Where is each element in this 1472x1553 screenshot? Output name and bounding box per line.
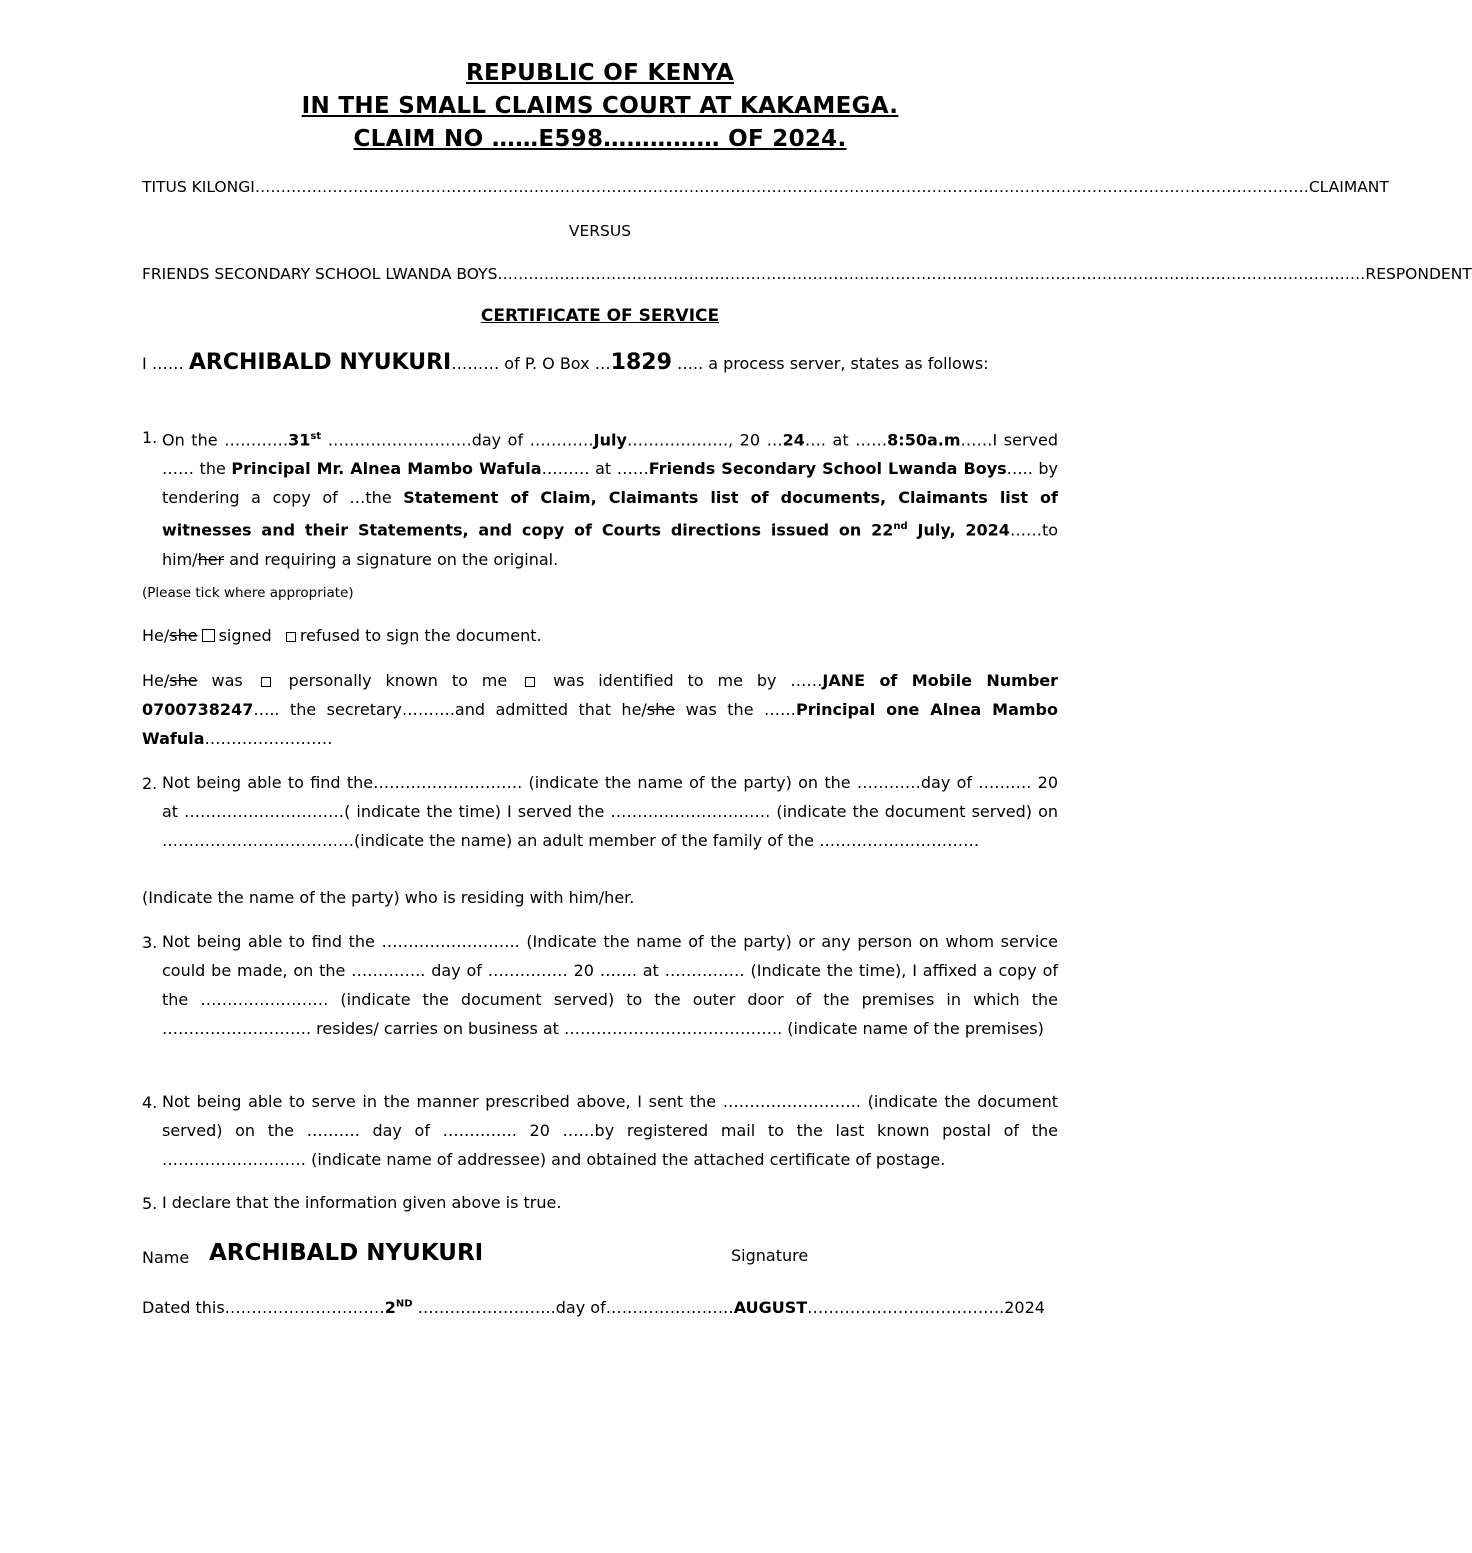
- text: ….. the secretary……….and admitted that he/: [253, 700, 647, 719]
- certificate-title: CERTIFICATE OF SERVICE: [480, 306, 720, 326]
- claimant-line: [142, 178, 1389, 196]
- dot-leader: ……………………………………………………………………………………………………………………………………………………: [497, 265, 1366, 283]
- heading-court: IN THE SMALL CLAIMS COURT AT KAKAMEGA.: [301, 93, 899, 119]
- item1-paragraph: [162, 422, 1058, 574]
- item2-paragraph: Not being able to find the………………………. (indicate the name of the party) on the …………day of ………. 20 at …………………………( indicate the time) I served the ………………………… (indicate the document served) on ………………………………(indicate the name) an adult member of the family of the …………………………: [162, 773, 1058, 850]
- respondent-name: FRIENDS SECONDARY SCHOOL LWANDA BOYS: [142, 265, 498, 283]
- signed-option-label: signed: [218, 626, 272, 645]
- day-suffix: st: [310, 431, 322, 442]
- struck-pronoun: she: [169, 626, 198, 645]
- refused-checkbox[interactable]: [286, 632, 296, 642]
- served-person: Principal Mr. Alnea Mambo Wafula: [231, 459, 542, 479]
- service-time: 8:50a.m: [887, 430, 961, 450]
- text: and requiring a signature on the original.: [224, 549, 559, 569]
- intro-paragraph: [142, 348, 1058, 378]
- intro-mid: ……… of P. O Box …: [451, 354, 611, 373]
- text: On the …………: [162, 430, 289, 450]
- claimant-name: TITUS KILONGI: [142, 178, 255, 196]
- text: …. at ……: [804, 430, 888, 450]
- text: He/: [142, 626, 170, 645]
- dated-day: 2: [384, 1298, 396, 1317]
- text: Dated this…………………………: [142, 1298, 385, 1317]
- text: ………………………day of …………: [321, 430, 594, 450]
- dated-month: AUGUST: [733, 1298, 808, 1317]
- text: was: [197, 671, 257, 690]
- signed-checkbox[interactable]: [202, 629, 215, 642]
- versus-label: VERSUS: [568, 222, 632, 240]
- text: ……I served …… the: [162, 430, 1059, 479]
- known-checkbox[interactable]: [261, 677, 271, 687]
- day-suffix: ND: [395, 1298, 413, 1310]
- text: was the ……: [675, 700, 796, 719]
- text: ……………………: [204, 729, 333, 748]
- item-number: 2.: [142, 774, 158, 793]
- identifier-details: JANE of Mobile Number 0700738247: [142, 671, 1059, 719]
- intro-suffix: ….. a process server, states as follows:: [676, 354, 989, 373]
- respondent-role: RESPONDENT: [1365, 265, 1472, 283]
- signature-label: Signature: [731, 1246, 809, 1265]
- po-box-number: 1829: [610, 350, 672, 375]
- identification-paragraph: [142, 666, 1058, 753]
- item2-after: (Indicate the name of the party) who is residing with him/her.: [142, 888, 635, 907]
- intro-prefix: I ……: [142, 354, 184, 373]
- text: ……… at ……: [541, 459, 649, 479]
- signature-row: [142, 1240, 1058, 1276]
- served-documents: Statement of Claim, Claimants list of documents, Claimants list of witnesses and their Statements, and copy of Courts directions issued on 22: [162, 488, 1059, 540]
- date-suffix: nd: [893, 521, 908, 533]
- struck-pronoun: she: [169, 671, 198, 690]
- signed-line: [142, 621, 1058, 650]
- item-number: 5.: [142, 1194, 158, 1213]
- item-number: 1.: [142, 428, 158, 447]
- dated-year: 2024: [1004, 1298, 1045, 1317]
- identified-option-label: was identified to me by ……: [553, 671, 823, 690]
- served-documents-date: July, 2024: [907, 520, 1010, 540]
- item5-paragraph: I declare that the information given above is true.: [162, 1193, 562, 1212]
- process-server-name: ARCHIBALD NYUKURI: [188, 350, 452, 375]
- item-number: 3.: [142, 933, 158, 952]
- tick-note: (Please tick where appropriate): [142, 585, 354, 601]
- text: ……to him/: [162, 520, 1059, 569]
- service-day: 31: [288, 430, 311, 450]
- struck-pronoun: her: [197, 549, 225, 569]
- text: ………………., 20 …: [626, 430, 783, 450]
- text: He/: [142, 671, 170, 690]
- item4-paragraph: Not being able to serve in the manner prescribed above, I sent the …………………….. (indicate the document served) on the ………. day of ………….. 20 ……by registered mail to the last known postal of the ……………………… (indicate name of addressee) and obtained the attached certificate of postage.: [162, 1092, 1058, 1169]
- text: ……………………..day of……………………: [412, 1298, 734, 1317]
- item-number: 4.: [142, 1093, 158, 1112]
- heading-claim-no: CLAIM NO ……E598…………… OF 2024.: [353, 126, 847, 152]
- identified-role: Principal one Alnea Mambo Wafula: [142, 700, 1058, 748]
- respondent-line: [142, 265, 1472, 283]
- dot-leader: ……………………………………………………………………………………………………………………………………………………………………………………: [254, 178, 1309, 196]
- struck-pronoun: she: [646, 700, 676, 719]
- text: ….. by tendering a copy of …the: [162, 459, 1059, 508]
- claimant-role: CLAIMANT: [1308, 178, 1389, 196]
- name-label: Name: [142, 1248, 190, 1267]
- service-month: July: [593, 430, 627, 450]
- service-year: 24: [782, 430, 805, 450]
- heading-republic: REPUBLIC OF KENYA: [466, 60, 734, 86]
- refused-option-label: refused to sign the document.: [299, 626, 542, 645]
- item3-paragraph: Not being able to find the …………………….. (Indicate the name of the party) or any person on whom service could be made, on the ………….. day of …………… 20 ……. at …………… (Indicate the time), I affixed a copy of the …………………… (indicate the document served) to the outer door of the premises in which the ………………………. resides/ carries on business at ………………………………….. (indicate name of the premises): [162, 932, 1058, 1038]
- dated-line: [142, 1298, 1045, 1317]
- text: ……………………………….: [807, 1298, 1005, 1317]
- identified-checkbox[interactable]: [525, 677, 535, 687]
- signatory-name: ARCHIBALD NYUKURI: [209, 1240, 484, 1266]
- service-place: Friends Secondary School Lwanda Boys: [648, 459, 1007, 479]
- known-option-label: personally known to me: [288, 671, 508, 690]
